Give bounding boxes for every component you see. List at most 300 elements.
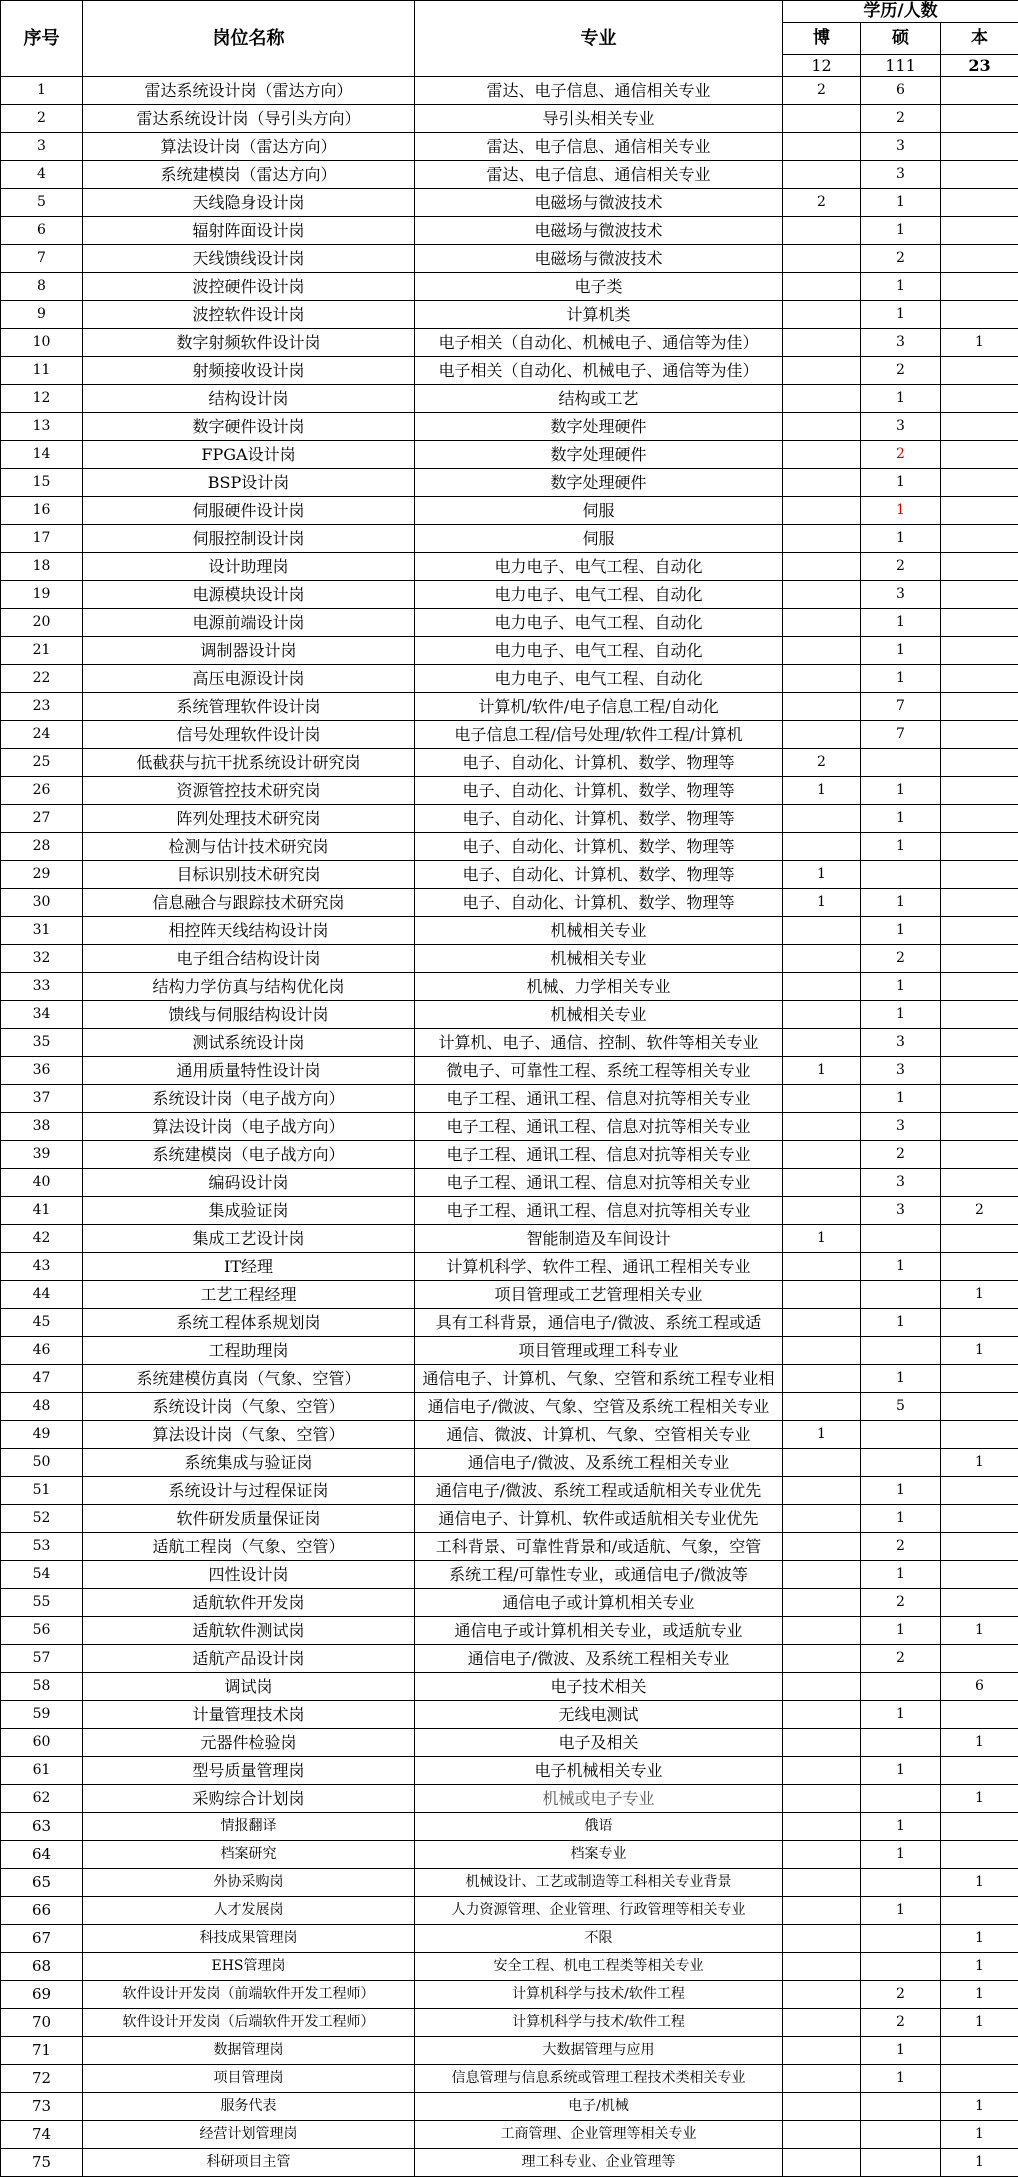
table-row xyxy=(1,2065,1018,2093)
cell-master: 2 xyxy=(861,1533,941,1561)
cell-major: 通信电子或计算机相关专业，或适航专业 xyxy=(415,1617,783,1645)
cell-major: 不限 xyxy=(415,1925,783,1953)
cell-bachelor xyxy=(941,889,1018,917)
cell-major: 电子工程、通讯工程、信息对抗等相关专业 xyxy=(415,1085,783,1113)
table-row xyxy=(1,1729,1018,1757)
cell-master: 3 xyxy=(861,1113,941,1141)
table-row xyxy=(1,1141,1018,1169)
table-row xyxy=(1,889,1018,917)
cell-master: 1 xyxy=(861,1757,941,1785)
cell-phd: 2 xyxy=(783,77,861,105)
cell-major: 电磁场与微波技术 xyxy=(415,245,783,273)
cell-position: 算法设计岗（电子战方向） xyxy=(83,1113,415,1141)
cell-master: 1 xyxy=(861,525,941,553)
cell-phd xyxy=(783,2037,861,2065)
cell-phd xyxy=(783,973,861,1001)
cell-master: 1 xyxy=(861,805,941,833)
cell-position: 项目管理岗 xyxy=(83,2065,415,2093)
table-row xyxy=(1,1393,1018,1421)
cell-phd xyxy=(783,441,861,469)
cell-bachelor xyxy=(941,245,1018,273)
table-row xyxy=(1,609,1018,637)
cell-phd xyxy=(783,1449,861,1477)
cell-position: 系统设计与过程保证岗 xyxy=(83,1477,415,1505)
cell-phd xyxy=(783,413,861,441)
cell-phd xyxy=(783,693,861,721)
cell-major: 通信电子/微波、系统工程或适航相关专业优先 xyxy=(415,1477,783,1505)
cell-no: 72 xyxy=(1,2065,83,2093)
cell-position: 科研项目主管 xyxy=(83,2149,415,2177)
header-major: 专业 xyxy=(415,1,783,77)
cell-bachelor xyxy=(941,1309,1018,1337)
cell-major: 人力资源管理、企业管理、行政管理等相关专业 xyxy=(415,1897,783,1925)
cell-position: 雷达系统设计岗（导引头方向） xyxy=(83,105,415,133)
cell-bachelor xyxy=(941,2065,1018,2093)
cell-position: FPGA设计岗 xyxy=(83,441,415,469)
cell-position: 外协采购岗 xyxy=(83,1869,415,1897)
table-row xyxy=(1,301,1018,329)
cell-phd xyxy=(783,245,861,273)
table-row xyxy=(1,581,1018,609)
cell-bachelor xyxy=(941,497,1018,525)
cell-phd xyxy=(783,833,861,861)
cell-phd xyxy=(783,1757,861,1785)
cell-phd xyxy=(783,105,861,133)
cell-major: 导引头相关专业 xyxy=(415,105,783,133)
cell-no: 30 xyxy=(1,889,83,917)
cell-position: 算法设计岗（气象、空管） xyxy=(83,1421,415,1449)
cell-position: 人才发展岗 xyxy=(83,1897,415,1925)
cell-major: 电子、自动化、计算机、数学、物理等 xyxy=(415,889,783,917)
table-row xyxy=(1,1673,1018,1701)
table-row xyxy=(1,357,1018,385)
cell-master: 1 xyxy=(861,1701,941,1729)
cell-master: 1 xyxy=(861,665,941,693)
cell-bachelor xyxy=(941,749,1018,777)
cell-no: 49 xyxy=(1,1421,83,1449)
cell-position: 经营计划管理岗 xyxy=(83,2121,415,2149)
table-row xyxy=(1,1785,1018,1813)
cell-position: 数据管理岗 xyxy=(83,2037,415,2065)
cell-no: 25 xyxy=(1,749,83,777)
cell-phd xyxy=(783,945,861,973)
cell-no: 15 xyxy=(1,469,83,497)
cell-phd xyxy=(783,301,861,329)
cell-no: 51 xyxy=(1,1477,83,1505)
cell-bachelor xyxy=(941,693,1018,721)
cell-major: 电力电子、电气工程、自动化 xyxy=(415,609,783,637)
cell-bachelor: 1 xyxy=(941,1925,1018,1953)
cell-major: 计算机/软件/电子信息工程/自动化 xyxy=(415,693,783,721)
cell-no: 1 xyxy=(1,77,83,105)
cell-position: IT经理 xyxy=(83,1253,415,1281)
cell-master: 2 xyxy=(861,245,941,273)
table-row xyxy=(1,945,1018,973)
table-row xyxy=(1,665,1018,693)
cell-phd xyxy=(783,217,861,245)
cell-bachelor: 1 xyxy=(941,1617,1018,1645)
cell-bachelor: 1 xyxy=(941,1981,1018,2009)
cell-no: 26 xyxy=(1,777,83,805)
cell-major: 电磁场与微波技术 xyxy=(415,217,783,245)
table-row xyxy=(1,1841,1018,1869)
cell-phd xyxy=(783,1001,861,1029)
cell-master: 3 xyxy=(861,1169,941,1197)
cell-position: 系统工程体系规划岗 xyxy=(83,1309,415,1337)
cell-bachelor: 1 xyxy=(941,1953,1018,1981)
cell-phd xyxy=(783,1337,861,1365)
cell-master: 2 xyxy=(861,1645,941,1673)
header-education: 学历/人数 xyxy=(783,1,1018,23)
cell-no: 75 xyxy=(1,2149,83,2177)
cell-phd: 1 xyxy=(783,861,861,889)
cell-major: 俄语 xyxy=(415,1813,783,1841)
cell-major: 伺服 xyxy=(415,497,783,525)
cell-major: 电子/机械 xyxy=(415,2093,783,2121)
cell-position: 资源管控技术研究岗 xyxy=(83,777,415,805)
cell-phd xyxy=(783,1393,861,1421)
table-row xyxy=(1,973,1018,1001)
cell-major: 电力电子、电气工程、自动化 xyxy=(415,665,783,693)
table-row xyxy=(1,1365,1018,1393)
cell-master: 7 xyxy=(861,721,941,749)
cell-phd xyxy=(783,1729,861,1757)
cell-bachelor xyxy=(941,161,1018,189)
cell-position: 天线隐身设计岗 xyxy=(83,189,415,217)
cell-master xyxy=(861,861,941,889)
cell-no: 40 xyxy=(1,1169,83,1197)
cell-phd xyxy=(783,1813,861,1841)
table-row xyxy=(1,1757,1018,1785)
cell-master: 2 xyxy=(861,1589,941,1617)
cell-bachelor xyxy=(941,385,1018,413)
cell-position: EHS管理岗 xyxy=(83,1953,415,1981)
cell-master: 1 xyxy=(861,1617,941,1645)
cell-major: 通信电子、计算机、软件或适航相关专业优先 xyxy=(415,1505,783,1533)
header-master: 硕 xyxy=(861,23,941,55)
table-row xyxy=(1,1197,1018,1225)
cell-phd xyxy=(783,1645,861,1673)
cell-major: 档案专业 xyxy=(415,1841,783,1869)
cell-major: 电子、自动化、计算机、数学、物理等 xyxy=(415,749,783,777)
cell-bachelor: 1 xyxy=(941,1449,1018,1477)
cell-position: 适航产品设计岗 xyxy=(83,1645,415,1673)
cell-master: 1 xyxy=(861,1365,941,1393)
cell-no: 70 xyxy=(1,2009,83,2037)
cell-phd xyxy=(783,665,861,693)
cell-bachelor xyxy=(941,637,1018,665)
table-row xyxy=(1,273,1018,301)
cell-no: 38 xyxy=(1,1113,83,1141)
cell-bachelor xyxy=(941,441,1018,469)
table-row xyxy=(1,1645,1018,1673)
cell-bachelor xyxy=(941,1841,1018,1869)
cell-bachelor xyxy=(941,665,1018,693)
table-row xyxy=(1,917,1018,945)
table-row xyxy=(1,2037,1018,2065)
cell-major: 系统工程/可靠性专业，或通信电子/微波等 xyxy=(415,1561,783,1589)
cell-major: 项目管理或理工科专业 xyxy=(415,1337,783,1365)
cell-no: 68 xyxy=(1,1953,83,1981)
cell-position: 调制器设计岗 xyxy=(83,637,415,665)
cell-position: 集成验证岗 xyxy=(83,1197,415,1225)
cell-position: 波控软件设计岗 xyxy=(83,301,415,329)
cell-master: 1 xyxy=(861,2065,941,2093)
cell-master: 1 xyxy=(861,469,941,497)
cell-master: 3 xyxy=(861,1057,941,1085)
table-row xyxy=(1,1533,1018,1561)
cell-no: 33 xyxy=(1,973,83,1001)
cell-major: 机械、力学相关专业 xyxy=(415,973,783,1001)
cell-bachelor xyxy=(941,777,1018,805)
table-row xyxy=(1,861,1018,889)
table-row xyxy=(1,2149,1018,2177)
cell-no: 58 xyxy=(1,1673,83,1701)
cell-no: 32 xyxy=(1,945,83,973)
cell-bachelor xyxy=(941,1085,1018,1113)
cell-master: 1 xyxy=(861,1309,941,1337)
cell-no: 73 xyxy=(1,2093,83,2121)
cell-no: 5 xyxy=(1,189,83,217)
table-row xyxy=(1,1449,1018,1477)
cell-bachelor xyxy=(941,973,1018,1001)
cell-major: 工科背景、可靠性背景和/或适航、气象，空管 xyxy=(415,1533,783,1561)
cell-no: 6 xyxy=(1,217,83,245)
cell-position: 辐射阵面设计岗 xyxy=(83,217,415,245)
cell-position: 伺服硬件设计岗 xyxy=(83,497,415,525)
cell-bachelor xyxy=(941,1225,1018,1253)
cell-position: 算法设计岗（雷达方向） xyxy=(83,133,415,161)
cell-major: 电子、自动化、计算机、数学、物理等 xyxy=(415,861,783,889)
cell-bachelor xyxy=(941,553,1018,581)
cell-major: 电力电子、电气工程、自动化 xyxy=(415,637,783,665)
cell-phd xyxy=(783,273,861,301)
cell-position: 伺服控制设计岗 xyxy=(83,525,415,553)
cell-no: 47 xyxy=(1,1365,83,1393)
cell-no: 18 xyxy=(1,553,83,581)
cell-phd xyxy=(783,1701,861,1729)
table-row xyxy=(1,1169,1018,1197)
cell-major: 智能制造及车间设计 xyxy=(415,1225,783,1253)
cell-major: 电子及相关 xyxy=(415,1729,783,1757)
cell-bachelor: 1 xyxy=(941,1281,1018,1309)
cell-major: 微电子、可靠性工程、系统工程等相关专业 xyxy=(415,1057,783,1085)
cell-phd xyxy=(783,2009,861,2037)
cell-major: 机械或电子专业 xyxy=(415,1785,783,1813)
cell-major: 电磁场与微波技术 xyxy=(415,189,783,217)
cell-master xyxy=(861,1673,941,1701)
cell-master: 1 xyxy=(861,973,941,1001)
table-row xyxy=(1,245,1018,273)
cell-major: 电子、自动化、计算机、数学、物理等 xyxy=(415,805,783,833)
table-row xyxy=(1,1981,1018,2009)
cell-master: 2 xyxy=(861,105,941,133)
cell-phd xyxy=(783,161,861,189)
table-row xyxy=(1,749,1018,777)
cell-master: 1 xyxy=(861,2037,941,2065)
table-row xyxy=(1,189,1018,217)
cell-phd: 1 xyxy=(783,889,861,917)
cell-no: 74 xyxy=(1,2121,83,2149)
table-row xyxy=(1,161,1018,189)
table-body xyxy=(1,77,1018,2177)
table-row xyxy=(1,1701,1018,1729)
cell-position: 高压电源设计岗 xyxy=(83,665,415,693)
cell-position: 系统设计岗（电子战方向） xyxy=(83,1085,415,1113)
cell-master xyxy=(861,2121,941,2149)
cell-major: 项目管理或工艺管理相关专业 xyxy=(415,1281,783,1309)
cell-major: 电子相关（自动化、机械电子、通信等为佳） xyxy=(415,357,783,385)
table-row xyxy=(1,1953,1018,1981)
cell-major: 通信电子、计算机、气象、空管和系统工程专业相 xyxy=(415,1365,783,1393)
cell-master: 1 xyxy=(861,1253,941,1281)
cell-phd: 1 xyxy=(783,777,861,805)
table-row xyxy=(1,1225,1018,1253)
cell-phd xyxy=(783,609,861,637)
cell-phd xyxy=(783,1085,861,1113)
cell-major: 雷达、电子信息、通信相关专业 xyxy=(415,133,783,161)
cell-phd xyxy=(783,581,861,609)
cell-major: 信息管理与信息系统或管理工程技术类相关专业 xyxy=(415,2065,783,2093)
cell-phd xyxy=(783,2093,861,2121)
cell-bachelor xyxy=(941,189,1018,217)
cell-phd xyxy=(783,553,861,581)
cell-bachelor xyxy=(941,1113,1018,1141)
cell-no: 23 xyxy=(1,693,83,721)
cell-master: 7 xyxy=(861,693,941,721)
cell-position: 电源前端设计岗 xyxy=(83,609,415,637)
cell-major: 通信电子或计算机相关专业 xyxy=(415,1589,783,1617)
table-row xyxy=(1,805,1018,833)
cell-master xyxy=(861,2149,941,2177)
cell-master xyxy=(861,1729,941,1757)
table-row xyxy=(1,385,1018,413)
table-row xyxy=(1,1561,1018,1589)
cell-no: 48 xyxy=(1,1393,83,1421)
cell-position: 测试系统设计岗 xyxy=(83,1029,415,1057)
header-position: 岗位名称 xyxy=(83,1,415,77)
cell-no: 14 xyxy=(1,441,83,469)
cell-phd xyxy=(783,721,861,749)
cell-phd xyxy=(783,329,861,357)
cell-major: 电子工程、通讯工程、信息对抗等相关专业 xyxy=(415,1141,783,1169)
cell-bachelor: 6 xyxy=(941,1673,1018,1701)
cell-bachelor xyxy=(941,1029,1018,1057)
cell-phd xyxy=(783,1141,861,1169)
cell-position: 软件设计开发岗（后端软件开发工程师） xyxy=(83,2009,415,2037)
cell-master: 2 xyxy=(861,2009,941,2037)
cell-phd: 1 xyxy=(783,1057,861,1085)
cell-position: 信号处理软件设计岗 xyxy=(83,721,415,749)
cell-major: 通信、微波、计算机、气象、空管相关专业 xyxy=(415,1421,783,1449)
cell-master xyxy=(861,2093,941,2121)
cell-master: 1 xyxy=(861,1897,941,1925)
cell-position: 结构设计岗 xyxy=(83,385,415,413)
cell-phd xyxy=(783,1197,861,1225)
cell-bachelor xyxy=(941,1897,1018,1925)
cell-no: 27 xyxy=(1,805,83,833)
cell-position: 电源模块设计岗 xyxy=(83,581,415,609)
cell-no: 50 xyxy=(1,1449,83,1477)
table-row xyxy=(1,833,1018,861)
cell-bachelor xyxy=(941,721,1018,749)
cell-bachelor xyxy=(941,357,1018,385)
cell-no: 63 xyxy=(1,1813,83,1841)
cell-no: 21 xyxy=(1,637,83,665)
cell-no: 52 xyxy=(1,1505,83,1533)
cell-position: 低截获与抗干扰系统设计研究岗 xyxy=(83,749,415,777)
table-row xyxy=(1,1897,1018,1925)
cell-phd xyxy=(783,1281,861,1309)
cell-bachelor xyxy=(941,1057,1018,1085)
table-row xyxy=(1,721,1018,749)
cell-master: 1 xyxy=(861,1813,941,1841)
cell-position: 软件设计开发岗（前端软件开发工程师） xyxy=(83,1981,415,2009)
cell-major: 电子类 xyxy=(415,273,783,301)
cell-no: 3 xyxy=(1,133,83,161)
cell-bachelor xyxy=(941,413,1018,441)
cell-major: 结构或工艺 xyxy=(415,385,783,413)
cell-no: 9 xyxy=(1,301,83,329)
cell-major: 计算机科学、软件工程、通讯工程相关专业 xyxy=(415,1253,783,1281)
table-row xyxy=(1,1281,1018,1309)
cell-major: 计算机科学与技术/软件工程 xyxy=(415,2009,783,2037)
cell-bachelor xyxy=(941,2037,1018,2065)
cell-bachelor xyxy=(941,1141,1018,1169)
cell-position: 数字射频软件设计岗 xyxy=(83,329,415,357)
cell-bachelor: 2 xyxy=(941,1197,1018,1225)
cell-master: 1 xyxy=(861,1561,941,1589)
cell-bachelor xyxy=(941,1477,1018,1505)
cell-position: 天线馈线设计岗 xyxy=(83,245,415,273)
cell-position: 情报翻译 xyxy=(83,1813,415,1841)
cell-position: 软件研发质量保证岗 xyxy=(83,1505,415,1533)
cell-no: 55 xyxy=(1,1589,83,1617)
cell-no: 28 xyxy=(1,833,83,861)
cell-master: 1 xyxy=(861,189,941,217)
table-row xyxy=(1,1925,1018,1953)
table-row xyxy=(1,1813,1018,1841)
cell-major: 电子相关（自动化、机械电子、通信等为佳） xyxy=(415,329,783,357)
cell-no: 4 xyxy=(1,161,83,189)
cell-bachelor: 1 xyxy=(941,2093,1018,2121)
cell-master: 3 xyxy=(861,329,941,357)
cell-no: 11 xyxy=(1,357,83,385)
cell-position: 通用质量特性设计岗 xyxy=(83,1057,415,1085)
cell-master: 2 xyxy=(861,357,941,385)
cell-master: 1 xyxy=(861,637,941,665)
cell-major: 工商管理、企业管理等相关专业 xyxy=(415,2121,783,2149)
cell-bachelor xyxy=(941,1365,1018,1393)
cell-position: 相控阵天线结构设计岗 xyxy=(83,917,415,945)
table-row xyxy=(1,2093,1018,2121)
cell-no: 2 xyxy=(1,105,83,133)
cell-no: 56 xyxy=(1,1617,83,1645)
cell-position: 电子组合结构设计岗 xyxy=(83,945,415,973)
count-bachelor: 23 xyxy=(941,55,1018,77)
cell-position: 系统管理软件设计岗 xyxy=(83,693,415,721)
cell-no: 45 xyxy=(1,1309,83,1337)
cell-position: 馈线与伺服结构设计岗 xyxy=(83,1001,415,1029)
cell-major: 通信电子/微波、气象、空管及系统工程相关专业 xyxy=(415,1393,783,1421)
cell-master xyxy=(861,1953,941,1981)
cell-major: 雷达、电子信息、通信相关专业 xyxy=(415,77,783,105)
cell-master: 2 xyxy=(861,441,941,469)
cell-master: 1 xyxy=(861,301,941,329)
cell-phd xyxy=(783,1561,861,1589)
cell-bachelor xyxy=(941,1421,1018,1449)
cell-bachelor xyxy=(941,217,1018,245)
